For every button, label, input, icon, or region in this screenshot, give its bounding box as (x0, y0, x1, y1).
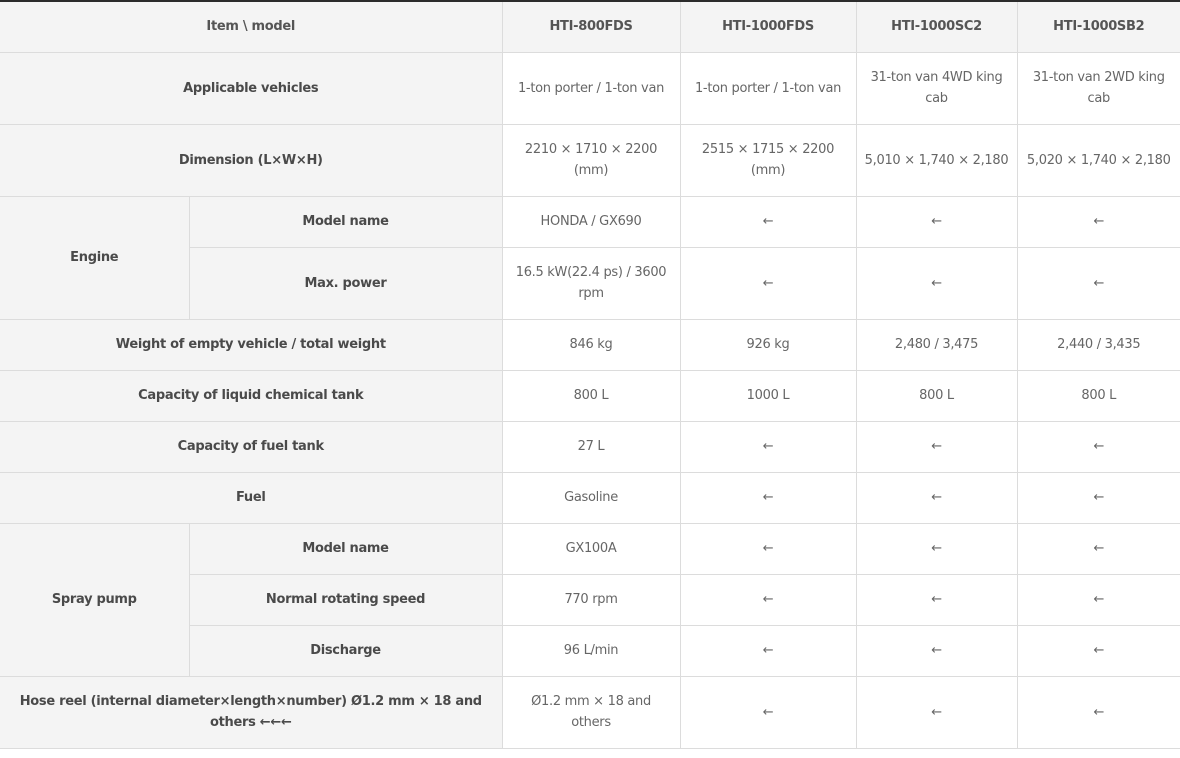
table-cell: 800 L (1017, 370, 1180, 421)
table-cell: 96 L/min (502, 625, 680, 676)
table-cell: ← (856, 676, 1017, 748)
table-cell: ← (680, 574, 856, 625)
table-row-pump-model (0, 523, 1180, 574)
table-cell: ← (680, 247, 856, 319)
table-cell: ← (680, 196, 856, 247)
table-row-chem-tank (0, 370, 1180, 421)
group-label-engine: Engine (0, 196, 189, 319)
table-cell: ← (1017, 472, 1180, 523)
row-label: Hose reel (internal diameter×length×number) Ø1.2 mm × 18 and others ←←← (0, 676, 502, 748)
table-cell: ← (856, 247, 1017, 319)
row-label: Capacity of fuel tank (0, 421, 502, 472)
table-row-weight (0, 319, 1180, 370)
table-cell: 2,440 / 3,435 (1017, 319, 1180, 370)
table-cell: ← (856, 196, 1017, 247)
row-label: Fuel (0, 472, 502, 523)
table-cell: Ø1.2 mm × 18 and others (502, 676, 680, 748)
header-model: HTI-1000SB2 (1017, 1, 1180, 52)
table-cell: ← (1017, 196, 1180, 247)
table-cell: 926 kg (680, 319, 856, 370)
table-cell: 16.5 kW(22.4 ps) / 3600 rpm (502, 247, 680, 319)
table-cell: 800 L (502, 370, 680, 421)
table-row-hose-reel (0, 676, 1180, 748)
table-cell: ← (680, 472, 856, 523)
table-body (0, 52, 1180, 748)
row-label: Max. power (189, 247, 502, 319)
table-cell: ← (856, 523, 1017, 574)
table-cell: 800 L (856, 370, 1017, 421)
table-row-vehicles (0, 52, 1180, 124)
table-cell: ← (680, 625, 856, 676)
table-cell: 1000 L (680, 370, 856, 421)
table-row-fuel (0, 472, 1180, 523)
table-cell: ← (680, 421, 856, 472)
table-cell: 770 rpm (502, 574, 680, 625)
table-cell: 5,020 × 1,740 × 2,180 (1017, 124, 1180, 196)
table-row-dimension (0, 124, 1180, 196)
table-cell: ← (1017, 574, 1180, 625)
table-cell: GX100A (502, 523, 680, 574)
table-cell: 2,480 / 3,475 (856, 319, 1017, 370)
table-cell: ← (856, 625, 1017, 676)
table-cell: 846 kg (502, 319, 680, 370)
header-row (0, 1, 1180, 52)
row-label: Capacity of liquid chemical tank (0, 370, 502, 421)
header-model: HTI-800FDS (502, 1, 680, 52)
table-cell: 31-ton van 2WD king cab (1017, 52, 1180, 124)
table-cell: ← (856, 472, 1017, 523)
table-row-engine-model (0, 196, 1180, 247)
table-header (0, 1, 1180, 52)
table-cell: ← (856, 421, 1017, 472)
table-cell: ← (856, 574, 1017, 625)
table-cell: 31-ton van 4WD king cab (856, 52, 1017, 124)
table-cell: ← (1017, 247, 1180, 319)
header-model: HTI-1000SC2 (856, 1, 1017, 52)
header-model: HTI-1000FDS (680, 1, 856, 52)
row-label: Dimension (L×W×H) (0, 124, 502, 196)
row-label: Discharge (189, 625, 502, 676)
row-label: Model name (189, 523, 502, 574)
table-cell: ← (1017, 523, 1180, 574)
row-label: Normal rotating speed (189, 574, 502, 625)
table-cell: 2210 × 1710 × 2200 (mm) (502, 124, 680, 196)
header-item-model: Item \ model (0, 1, 502, 52)
table-cell: 1-ton porter / 1-ton van (680, 52, 856, 124)
row-label: Weight of empty vehicle / total weight (0, 319, 502, 370)
table-cell: 27 L (502, 421, 680, 472)
table-cell: ← (1017, 625, 1180, 676)
row-label: Model name (189, 196, 502, 247)
table-row-fuel-tank (0, 421, 1180, 472)
row-label: Applicable vehicles (0, 52, 502, 124)
group-label-spray-pump: Spray pump (0, 523, 189, 676)
table-cell: HONDA / GX690 (502, 196, 680, 247)
table-cell: 2515 × 1715 × 2200 (mm) (680, 124, 856, 196)
table-cell: 5,010 × 1,740 × 2,180 (856, 124, 1017, 196)
table-cell: Gasoline (502, 472, 680, 523)
table-cell: ← (1017, 676, 1180, 748)
table-cell: ← (680, 523, 856, 574)
table-cell: ← (1017, 421, 1180, 472)
table-cell: ← (680, 676, 856, 748)
table-cell: 1-ton porter / 1-ton van (502, 52, 680, 124)
